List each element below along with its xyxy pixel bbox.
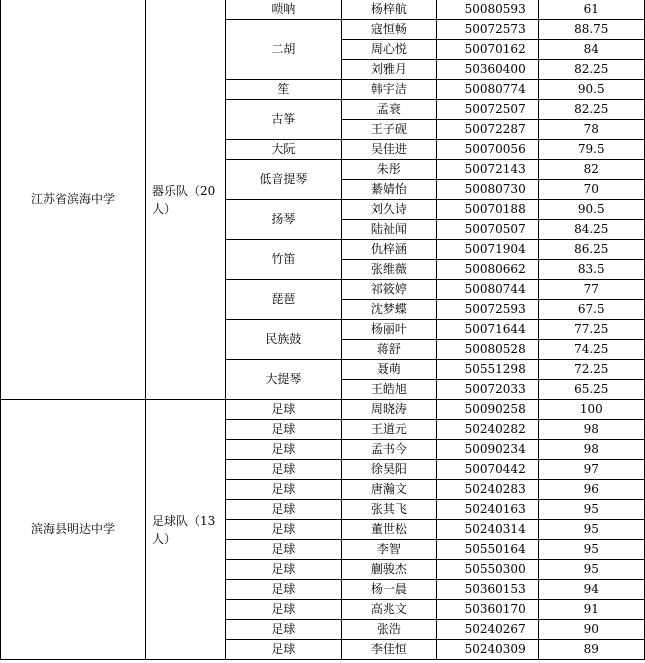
student-id-cell: 50550164 [436,540,538,560]
student-name-cell: 陆祉闻 [342,220,437,240]
student-name-cell: 杨一晨 [342,580,437,600]
school-name-cell: 滨海县明达中学 [1,400,146,660]
student-name-cell: 王子砚 [342,120,437,140]
student-name-cell: 高兆文 [342,600,437,620]
score-cell: 89 [538,640,644,660]
instrument-cell: 足球 [225,640,341,660]
student-name-cell: 杨梓航 [342,0,437,20]
student-id-cell: 50072033 [436,380,538,400]
student-name-cell: 张维薇 [342,260,437,280]
student-name-cell: 徐昊阳 [342,460,437,480]
student-id-cell: 50240282 [436,420,538,440]
team-name-cell: 器乐队（20人） [145,0,225,400]
student-id-cell: 50550300 [436,560,538,580]
student-id-cell: 50080528 [436,340,538,360]
score-cell: 82.25 [538,60,644,80]
instrument-cell: 扬琴 [225,200,341,240]
score-cell: 74.25 [538,340,644,360]
score-cell: 83.5 [538,260,644,280]
table-row [1,400,645,420]
score-cell: 84.25 [538,220,644,240]
score-cell: 97 [538,460,644,480]
score-cell: 96 [538,480,644,500]
student-name-cell: 韩宇洁 [342,80,437,100]
student-id-cell: 50071904 [436,240,538,260]
instrument-cell: 唢呐 [225,0,341,20]
student-name-cell: 綦婧怡 [342,180,437,200]
score-cell: 77.25 [538,320,644,340]
student-id-cell: 50070507 [436,220,538,240]
student-id-cell: 50070056 [436,140,538,160]
student-id-cell: 50080662 [436,260,538,280]
student-name-cell: 王皓旭 [342,380,437,400]
score-cell: 79.5 [538,140,644,160]
instrument-cell: 二胡 [225,20,341,80]
score-cell: 82.25 [538,100,644,120]
instrument-cell: 琵琶 [225,280,341,320]
table-row [1,0,645,20]
student-name-cell: 孟衰 [342,100,437,120]
student-id-cell: 50070162 [436,40,538,60]
student-name-cell: 李智 [342,540,437,560]
student-id-cell: 50080774 [436,80,538,100]
student-name-cell: 寇恒畅 [342,20,437,40]
student-id-cell: 50240267 [436,620,538,640]
instrument-cell: 足球 [225,460,341,480]
instrument-cell: 笙 [225,80,341,100]
instrument-cell: 古筝 [225,100,341,140]
student-id-cell: 50240314 [436,520,538,540]
score-cell: 95 [538,560,644,580]
instrument-cell: 民族鼓 [225,320,341,360]
instrument-cell: 竹笛 [225,240,341,280]
student-name-cell: 祁筱婷 [342,280,437,300]
score-cell: 98 [538,420,644,440]
score-cell: 67.5 [538,300,644,320]
student-id-cell: 50240283 [436,480,538,500]
student-name-cell: 董世松 [342,520,437,540]
score-cell: 94 [538,580,644,600]
student-id-cell: 50072593 [436,300,538,320]
instrument-cell: 足球 [225,420,341,440]
student-name-cell: 蒋舒 [342,340,437,360]
student-id-cell: 50090234 [436,440,538,460]
student-name-cell: 李佳恒 [342,640,437,660]
student-id-cell: 50080744 [436,280,538,300]
score-cell: 84 [538,40,644,60]
student-id-cell: 50240163 [436,500,538,520]
student-name-cell: 张其飞 [342,500,437,520]
instrument-cell: 足球 [225,400,341,420]
score-cell: 98 [538,440,644,460]
score-cell: 95 [538,500,644,520]
student-id-cell: 50360153 [436,580,538,600]
student-id-cell: 50072507 [436,100,538,120]
score-cell: 100 [538,400,644,420]
instrument-cell: 足球 [225,480,341,500]
student-name-cell: 聂萌 [342,360,437,380]
instrument-cell: 足球 [225,440,341,460]
instrument-cell: 大提琴 [225,360,341,400]
student-id-cell: 50360170 [436,600,538,620]
instrument-cell: 足球 [225,580,341,600]
student-id-cell: 50072143 [436,160,538,180]
team-name-cell: 足球队（13人） [145,400,225,660]
score-cell: 77 [538,280,644,300]
student-name-cell: 王道元 [342,420,437,440]
score-cell: 88.75 [538,20,644,40]
student-id-cell: 50072573 [436,20,538,40]
score-cell: 70 [538,180,644,200]
student-name-cell: 蒯骏杰 [342,560,437,580]
instrument-cell: 低音提琴 [225,160,341,200]
school-name-cell: 江苏省滨海中学 [1,0,146,400]
score-cell: 65.25 [538,380,644,400]
student-id-cell: 50070442 [436,460,538,480]
instrument-cell: 足球 [225,500,341,520]
student-id-cell: 50360400 [436,60,538,80]
student-name-cell: 周心悦 [342,40,437,60]
student-id-cell: 50072287 [436,120,538,140]
student-id-cell: 50080730 [436,180,538,200]
score-cell: 95 [538,520,644,540]
student-name-cell: 张浩 [342,620,437,640]
score-cell: 78 [538,120,644,140]
student-name-cell: 仇梓涵 [342,240,437,260]
score-cell: 82 [538,160,644,180]
instrument-cell: 足球 [225,540,341,560]
student-name-cell: 吴佳进 [342,140,437,160]
instrument-cell: 大阮 [225,140,341,160]
student-name-cell: 周晓涛 [342,400,437,420]
score-cell: 72.25 [538,360,644,380]
student-name-cell: 刘久诗 [342,200,437,220]
student-name-cell: 沈梦蝶 [342,300,437,320]
student-id-cell: 50071644 [436,320,538,340]
score-cell: 61 [538,0,644,20]
student-name-cell: 孟书今 [342,440,437,460]
score-cell: 86.25 [538,240,644,260]
score-cell: 90.5 [538,200,644,220]
student-name-cell: 唐瀚文 [342,480,437,500]
score-cell: 95 [538,540,644,560]
score-cell: 90 [538,620,644,640]
instrument-cell: 足球 [225,620,341,640]
student-id-cell: 50551298 [436,360,538,380]
instrument-cell: 足球 [225,560,341,580]
score-cell: 90.5 [538,80,644,100]
student-id-cell: 50080593 [436,0,538,20]
score-cell: 91 [538,600,644,620]
student-name-cell: 杨丽叶 [342,320,437,340]
student-id-cell: 50070188 [436,200,538,220]
instrument-cell: 足球 [225,600,341,620]
student-name-cell: 刘雅月 [342,60,437,80]
student-id-cell: 50240309 [436,640,538,660]
instrument-cell: 足球 [225,520,341,540]
student-name-cell: 朱彤 [342,160,437,180]
student-id-cell: 50090258 [436,400,538,420]
